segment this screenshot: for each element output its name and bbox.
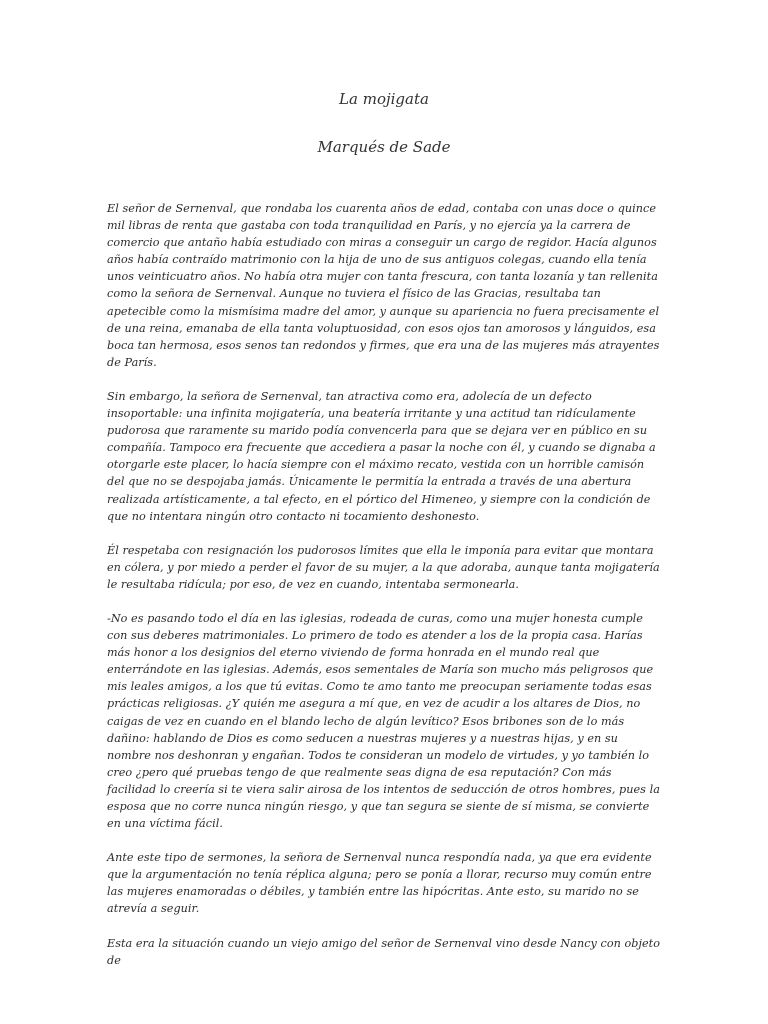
paragraph-5: Ante este tipo de sermones, la señora de Sernenval nunca respondía nada, ya que era evidente que la argumentación no tenía réplica alguna; pero se ponía a llorar, recurso muy común entre las mujeres enamoradas o débiles, y también entre las hipócritas. Ante esto, su marido no se atrevía a seguir. (107, 851, 652, 916)
document-body (107, 200, 663, 986)
paragraph-3: Él respetaba con resignación los pudorosos límites que ella le imponía para evitar que montara en cólera, y por miedo a perder el favor de su mujer, a la que adoraba, aunque tanta mojigatería le resultaba ridícula; por eso, de vez en cuando, intentaba sermonearla. (107, 543, 660, 591)
paragraph-6: Esta era la situación cuando un viejo amigo del señor de Sernenval vino desde Nancy con objeto de (107, 936, 661, 967)
document-title: La mojigata (339, 90, 429, 108)
document-author: Marqués de Sade (317, 138, 451, 156)
paragraph-1: El señor de Sernenval, que rondaba los cuarenta años de edad, contaba con unas doce o quince mil libras de renta que gastaba con toda tranquilidad en París, y no ejercía ya la carrera de comercio que antaño había estudiado con miras a conseguir un cargo de regidor. Hacía algunos años había contraído matrimonio con la hija de uno de sus antiguos colegas, cuando ella tenía unos veinticuatro años. No había otra mujer con tanta frescura, con tanta lozanía y tan rellenita como la señora de Sernenval. Aunque no tuviera el físico de las Gracias, resultaba tan apetecible como la mismísima madre del amor, y aunque su apariencia no fuera precisamente el de una reina, emanaba de ella tanta voluptuosidad, con esos ojos tan amorosos y lánguidos, esa boca tan hermosa, esos senos tan redondos y firmes, que era una de las mujeres más atrayentes de París. (107, 202, 660, 369)
paragraph-4: -No es pasando todo el día en las iglesias, rodeada de curas, como una mujer honesta cumple con sus deberes matrimoniales. Lo primero de todo es atender a los de la propia casa. Harías más honor a los designios del eterno viviendo de forma honrada en el mundo real que enterrándote en las iglesias. Además, esos sementales de María son mucho más peligrosos que mis leales amigos, a los que tú evitas. Como te amo tanto me preocupan seriamente todas esas prácticas religiosas. ¿Y quién me asegura a mí que, en vez de acudir a los altares de Dios, no caigas de vez en cuando en el blando lecho de algún levítico? Esos bribones son de lo más dañino: hablando de Dios es como seducen a nuestras mujeres y a nuestras hijas, y en su nombre nos deshonran y engañan. Todos te consideran un modelo de virtudes, y yo también lo creo ¿pero qué pruebas tengo de que realmente seas digna de esa reputación? Con más facilidad lo creería si te viera salir airosa de los intentos de seducción de otros hombres, pues la esposa que no corre nunca ningún riesgo, y que tan segura se siente de sí misma, se convierte en una víctima fácil. (107, 611, 660, 831)
paragraph-2: Sin embargo, la señora de Sernenval, tan atractiva como era, adolecía de un defecto insoportable: una infinita mojigatería, una beatería irritante y una actitud tan ridículamente pudorosa que raramente su marido podía convencerla para que se dejara ver en público en su compañía. Tampoco era frecuente que accediera a pasar la noche con él, y cuando se dignaba a otorgarle este placer, lo hacía siempre con el máximo recato, vestida con un horrible camisón del que no se despojaba jamás. Únicamente le permitía la entrada a través de una abertura realizada artísticamente, a tal efecto, en el pórtico del Himeneo, y siempre con la condición de que no intentara ningún otro contacto ni tocamiento deshonesto. (107, 389, 656, 523)
